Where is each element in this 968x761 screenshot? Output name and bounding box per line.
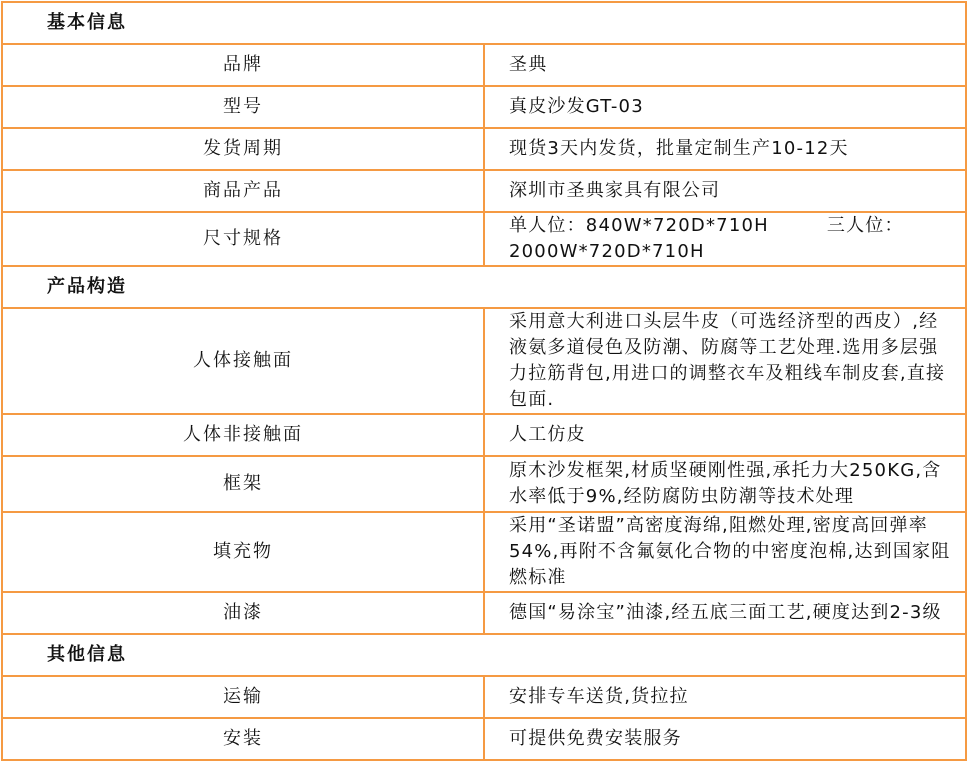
row-label-size: 尺寸规格	[2, 212, 484, 266]
size-triple: 三人位：2000W*720D*710H	[509, 215, 904, 262]
row-value-frame: 原木沙发框架,材质坚硬刚性强,承托力大250KG,含水率低于9%,经防腐防虫防潮等技术处理	[484, 456, 966, 512]
row-value-model: 真皮沙发GT-03	[484, 86, 966, 128]
row-value-size	[484, 212, 966, 266]
table-row	[2, 44, 966, 86]
row-label-installation: 安装	[2, 718, 484, 760]
table-row	[2, 212, 966, 266]
row-value-manufacturer: 深圳市圣典家具有限公司	[484, 170, 966, 212]
size-single: 单人位：840W*720D*710H	[509, 215, 769, 236]
row-label-frame: 框架	[2, 456, 484, 512]
section-title-other: 其他信息	[2, 634, 966, 676]
row-value-delivery: 现货3天内发货，批量定制生产10-12天	[484, 128, 966, 170]
table-row	[2, 676, 966, 718]
product-spec-table	[1, 1, 967, 761]
row-label-brand: 品牌	[2, 44, 484, 86]
table-row	[2, 456, 966, 512]
section-header-row	[2, 634, 966, 676]
table-row	[2, 128, 966, 170]
row-value-transport: 安排专车送货,货拉拉	[484, 676, 966, 718]
table-row	[2, 592, 966, 634]
table-row	[2, 512, 966, 592]
row-value-filling: 采用“圣诺盟”高密度海绵,阻燃处理,密度高回弹率54%,再附不含氟氨化合物的中密度泡棉,达到国家阻燃标准	[484, 512, 966, 592]
section-title-structure: 产品构造	[2, 266, 966, 308]
table-row	[2, 414, 966, 456]
row-value-non-contact-surface: 人工仿皮	[484, 414, 966, 456]
row-label-transport: 运输	[2, 676, 484, 718]
row-label-contact-surface: 人体接触面	[2, 308, 484, 414]
table-row	[2, 308, 966, 414]
table-row	[2, 718, 966, 760]
row-label-delivery: 发货周期	[2, 128, 484, 170]
section-header-row	[2, 2, 966, 44]
row-value-installation: 可提供免费安装服务	[484, 718, 966, 760]
row-value-paint: 德国“易涂宝”油漆,经五底三面工艺,硬度达到2-3级	[484, 592, 966, 634]
row-label-paint: 油漆	[2, 592, 484, 634]
row-label-filling: 填充物	[2, 512, 484, 592]
section-header-row	[2, 266, 966, 308]
row-value-contact-surface: 采用意大利进口头层牛皮（可选经济型的西皮）,经液氨多道侵色及防潮、防腐等工艺处理.选用多层强力拉筋背包,用进口的调整衣车及粗线车制皮套,直接包面.	[484, 308, 966, 414]
section-title-basic: 基本信息	[2, 2, 966, 44]
row-value-brand: 圣典	[484, 44, 966, 86]
table-row	[2, 170, 966, 212]
row-label-non-contact-surface: 人体非接触面	[2, 414, 484, 456]
row-label-manufacturer: 商品产品	[2, 170, 484, 212]
table-row	[2, 86, 966, 128]
row-label-model: 型号	[2, 86, 484, 128]
